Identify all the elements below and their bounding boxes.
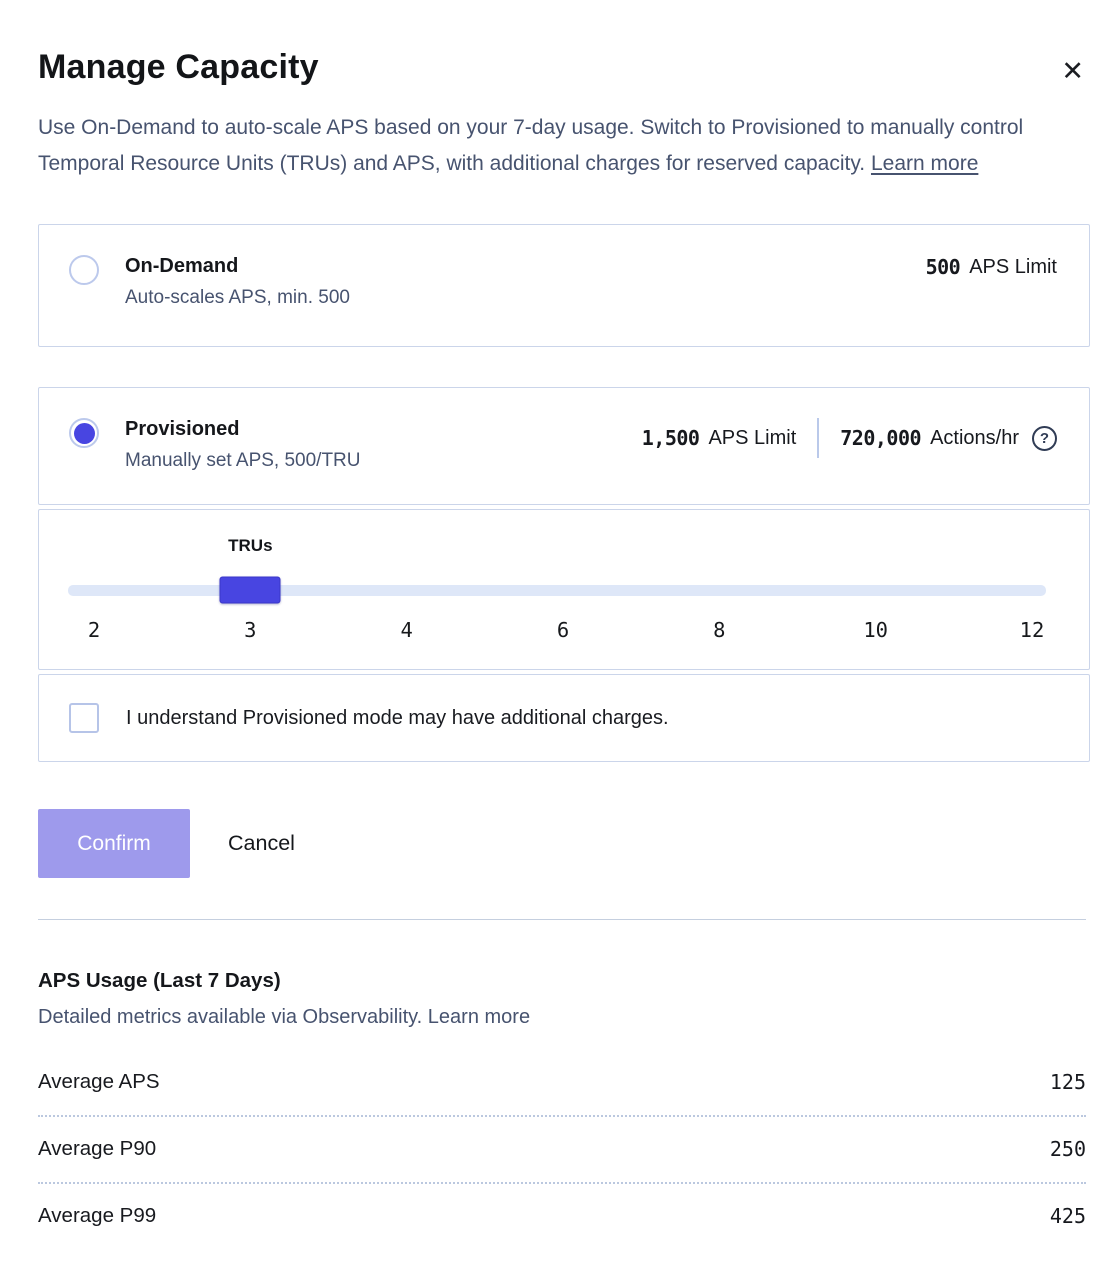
dialog-description (38, 110, 1084, 181)
usage-subtitle-text: Detailed metrics available via Observability. (38, 1006, 423, 1028)
provisioned-limits (642, 418, 1057, 458)
provisioned-option-card[interactable] (38, 387, 1090, 505)
slider-tick: 12 (1019, 618, 1045, 642)
slider-tick: 6 (556, 618, 570, 642)
slider-scale (87, 510, 1045, 669)
page-title: Manage Capacity (38, 48, 319, 86)
provisioned-group (38, 387, 1090, 762)
slider-tick: 3 (244, 618, 257, 642)
on-demand-radio[interactable] (69, 255, 99, 285)
radio-dot (74, 423, 95, 444)
row-value: 125 (1049, 1070, 1086, 1094)
on-demand-sublabel: Auto-scales APS, min. 500 (125, 287, 350, 308)
row-value: 250 (1049, 1137, 1086, 1161)
action-buttons (38, 809, 1090, 878)
acknowledge-label: I understand Provisioned mode may have additional charges. (126, 706, 669, 729)
slider-thumb[interactable] (220, 577, 281, 604)
row-label: Average P99 (38, 1204, 157, 1227)
on-demand-limit-unit: APS Limit (969, 255, 1057, 278)
on-demand-text (125, 252, 926, 309)
on-demand-label: On-Demand (125, 255, 239, 277)
row-label: Average P90 (38, 1137, 157, 1160)
section-divider (38, 919, 1086, 920)
provisioned-aps-value: 1,500 (641, 426, 700, 450)
description-text: Use On-Demand to auto-scale APS based on your 7-day usage. Switch to Provisioned to manually control Temporal Resource Units (TRUs) and APS, with additional charges for reserved capacity. (38, 116, 1024, 175)
slider-tick: 2 (87, 618, 101, 642)
provisioned-actions-unit: Actions/hr (930, 426, 1019, 449)
slider-tick: 4 (400, 618, 413, 642)
close-icon[interactable]: ✕ (1055, 54, 1090, 89)
acknowledge-checkbox[interactable] (69, 703, 99, 733)
aps-usage-section (38, 969, 1090, 1249)
radio-dot (74, 260, 95, 281)
table-row (38, 1184, 1086, 1249)
usage-title: APS Usage (Last 7 Days) (38, 969, 281, 992)
slider-tick: 8 (713, 618, 726, 642)
slider-label: TRUs (228, 536, 273, 555)
table-row (38, 1117, 1086, 1184)
usage-subtitle (38, 1006, 1090, 1029)
usage-table (38, 1050, 1086, 1249)
on-demand-limit-value: 500 (925, 255, 961, 279)
table-row (38, 1050, 1086, 1117)
tru-slider-card (38, 509, 1090, 670)
help-icon[interactable]: ? (1032, 426, 1057, 451)
dialog-header (38, 48, 1090, 89)
provisioned-sublabel: Manually set APS, 500/TRU (125, 450, 361, 471)
provisioned-radio[interactable] (69, 418, 99, 448)
provisioned-aps-unit: APS Limit (708, 426, 797, 449)
row-label: Average APS (38, 1070, 160, 1093)
provisioned-text (125, 415, 642, 472)
learn-more-link[interactable]: Learn more (870, 151, 979, 175)
slider-tick: 10 (863, 618, 888, 642)
row-value: 425 (1049, 1204, 1086, 1228)
provisioned-actions-value: 720,000 (840, 426, 922, 450)
provisioned-label: Provisioned (125, 418, 240, 440)
usage-learn-more-link[interactable]: Learn more (427, 1006, 531, 1028)
tru-slider (68, 510, 1046, 669)
vertical-divider (817, 418, 819, 458)
on-demand-limit (926, 255, 1057, 279)
confirm-button[interactable]: Confirm (38, 809, 190, 878)
acknowledge-card (38, 674, 1090, 762)
on-demand-option-card[interactable] (38, 224, 1090, 347)
cancel-button[interactable]: Cancel (228, 831, 295, 855)
